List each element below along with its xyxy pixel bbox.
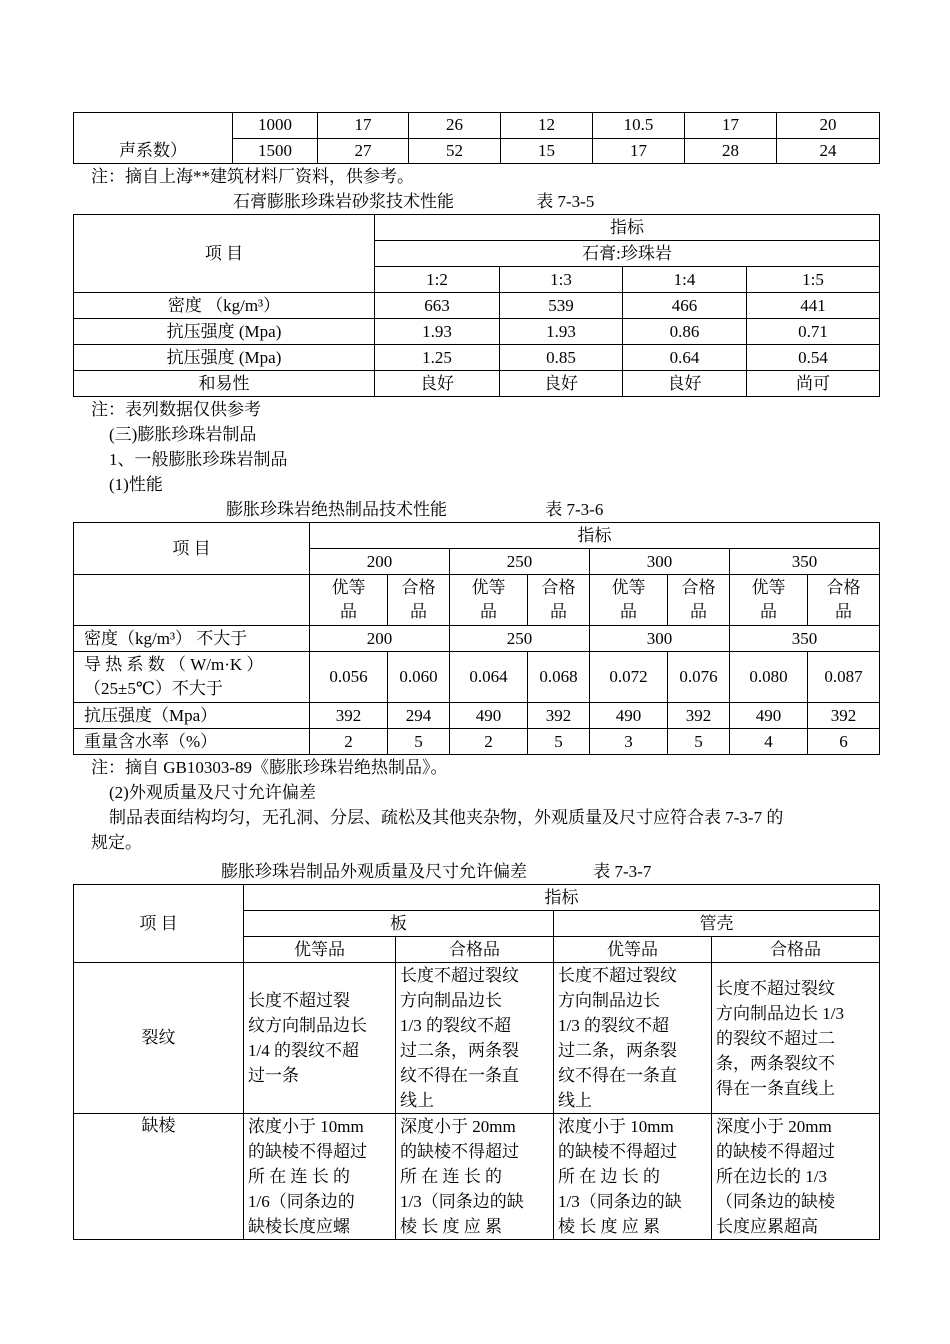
sub-header: 合格 品 [528,575,590,626]
header-ratio: 石膏:珍珠岩 [375,241,880,267]
table-cell: 27 [318,138,409,164]
table-row [74,319,880,345]
header-shell: 管壳 [554,911,880,937]
section-heading: (三)膨胀珍珠岩制品 [109,425,257,444]
header-indicator: 指标 [375,215,880,241]
row-header: 导 热 系 数 （ W/m·K ） （25±5℃）不大于 [74,652,310,703]
table-cell: 0.076 [668,652,730,703]
table-row [74,113,880,139]
column-header: 1:4 [623,267,747,293]
table-cell: 3 [590,729,668,755]
table-cell: 长度不超过裂 纹方向制品边长 1/4 的裂纹不超 过一条 [244,963,396,1114]
table-cell: 17 [685,113,777,139]
table-row [74,652,880,703]
row-header: 抗压强度（Mpa） [74,703,310,729]
table-caption-7-3-5 [73,189,879,214]
table-row [74,293,880,319]
table-cell: 441 [747,293,880,319]
table-cell: 52 [409,138,501,164]
table-cell: 2 [450,729,528,755]
table-cell: 490 [590,703,668,729]
table-7-3-5 [73,214,880,397]
table-row [74,963,880,1114]
table-cell: 350 [730,626,880,652]
table-cell: 1.25 [375,345,500,371]
row-header: 密度（kg/m³） 不大于 [74,626,310,652]
table-cell: 良好 [375,371,500,397]
table-cell: 长度不超过裂纹 方向制品边长 1/3 的裂纹不超 过二条，两条裂 纹不得在一条直 线上 [396,963,554,1114]
sub-header: 合格 品 [388,575,450,626]
column-header: 300 [590,549,730,575]
table-row [74,371,880,397]
row-header: 和易性 [74,371,375,397]
table-row [74,1114,880,1240]
column-header: 1:2 [375,267,500,293]
table-cell: 0.068 [528,652,590,703]
header-board: 板 [244,911,554,937]
table-cell: 4 [730,729,808,755]
document-page [73,112,879,1240]
sub-header: 优等 品 [450,575,528,626]
table-row [74,345,880,371]
table-cell: 0.080 [730,652,808,703]
column-header: 200 [310,549,450,575]
table-cell: 0.064 [450,652,528,703]
table-cell: 5 [668,729,730,755]
table-row [74,729,880,755]
table-cell: 尚可 [747,371,880,397]
column-header: 250 [450,549,590,575]
sub-header: 合格 品 [668,575,730,626]
table-cell: 28 [685,138,777,164]
table-cell: 0.85 [500,345,623,371]
table-cell: 24 [777,138,880,164]
table-cell: 250 [450,626,590,652]
table-row [74,575,880,626]
header-item: 项 目 [74,885,244,963]
caption-title: 膨胀珍珠岩制品外观质量及尺寸允许偏差 [221,862,527,881]
table-cell: 2 [310,729,388,755]
table-cell: 良好 [500,371,623,397]
row-header: 密度 （kg/m³） [74,293,375,319]
table-cell: 1.93 [500,319,623,345]
table-cell: 0.056 [310,652,388,703]
table-cell: 0.060 [388,652,450,703]
table-cell: 0.087 [808,652,880,703]
sub-header: 优等 品 [730,575,808,626]
table-cell: 长度不超过裂纹 方向制品边长 1/3 的裂纹不超过二 条，两条裂纹不 得在一条直线上 [712,963,880,1114]
table-cell: 12 [501,113,593,139]
caption-number: 表 7-3-6 [545,500,604,519]
table-row [74,215,880,241]
table-cell: 15 [501,138,593,164]
sub-header: 合格 品 [808,575,880,626]
table-cell: 1000 [233,113,318,139]
table-cell: 200 [310,626,450,652]
sub-header: 优等 品 [310,575,388,626]
table-caption-7-3-7 [73,859,879,884]
table-cell: 392 [668,703,730,729]
header-item: 项 目 [74,523,310,575]
table-cell: 392 [310,703,388,729]
section-subheading: (1)性能 [109,475,163,494]
table-cell: 浓度小于 10mm 的缺棱不得超过 所 在 边 长 的 1/3（同条边的缺 棱 长 度 应 累 [554,1114,712,1240]
table-cell: 深度小于 20mm 的缺棱不得超过 所 在 连 长 的 1/3（同条边的缺 棱 长 度 应 累 [396,1114,554,1240]
table-row [74,885,880,911]
table-cell: 1500 [233,138,318,164]
body-paragraph-cont: 规定。 [91,833,142,852]
note-source: 注：摘自上海**建筑材料厂资料，供参考。 [91,167,414,186]
note-standard: 注：摘自 GB10303-89《膨胀珍珠岩绝热制品》。 [91,758,448,777]
section-subheading: 1、一般膨胀珍珠岩制品 [109,450,288,469]
table-caption-7-3-6 [73,497,879,522]
caption-title: 膨胀珍珠岩绝热制品技术性能 [226,500,447,519]
table-row [74,523,880,549]
table-cell: 17 [318,113,409,139]
note-reference: 注：表列数据仅供参考 [91,400,261,419]
caption-number: 表 7-3-7 [593,862,652,881]
column-header: 合格品 [712,937,880,963]
table-cell: 490 [730,703,808,729]
table-cell: 0.64 [623,345,747,371]
sub-header: 优等 品 [590,575,668,626]
row-header: 缺棱 [74,1114,244,1240]
table-cell: 10.5 [593,113,685,139]
column-header: 优等品 [554,937,712,963]
table-cell: 20 [777,113,880,139]
table-cell: 良好 [623,371,747,397]
section-subheading: (2)外观质量及尺寸允许偏差 [109,783,316,802]
table-cell: 长度不超过裂纹 方向制品边长 1/3 的裂纹不超 过二条，两条裂 纹不得在一条直 线上 [554,963,712,1114]
table-7-3-7 [73,884,880,1240]
table-cell: 466 [623,293,747,319]
header-indicator: 指标 [244,885,880,911]
table-row [74,703,880,729]
caption-number: 表 7-3-5 [536,192,595,211]
header-indicator: 指标 [310,523,880,549]
table-cell: 490 [450,703,528,729]
table-cell: 26 [409,113,501,139]
blank-cell [74,575,310,626]
table-7-3-6 [73,522,880,755]
table-cell: 392 [528,703,590,729]
body-paragraph: 制品表面结构均匀，无孔洞、分层、疏松及其他夹杂物，外观质量及尺寸应符合表 7-3-7 的 [109,808,784,827]
table-cell: 0.54 [747,345,880,371]
row-label-cell [74,113,233,164]
column-header: 350 [730,549,880,575]
table-cell: 539 [500,293,623,319]
table-cell: 663 [375,293,500,319]
row-header: 裂纹 [74,963,244,1114]
table-cell: 6 [808,729,880,755]
row-label: 声系数） [119,141,187,160]
table-cell: 深度小于 20mm 的缺棱不得超过 所在边长的 1/3 （同条边的缺棱 长度应累超高 [712,1114,880,1240]
table-cell: 0.86 [623,319,747,345]
table-cell: 300 [590,626,730,652]
table-cell: 17 [593,138,685,164]
row-header: 抗压强度 (Mpa) [74,319,375,345]
table-cell: 5 [528,729,590,755]
table-cell: 1.93 [375,319,500,345]
table-cell: 0.072 [590,652,668,703]
row-header: 重量含水率（%） [74,729,310,755]
table-cell: 392 [808,703,880,729]
column-header: 1:5 [747,267,880,293]
row-header: 抗压强度 (Mpa) [74,345,375,371]
sound-coefficient-table [73,112,880,164]
header-item: 项 目 [74,215,375,293]
column-header: 合格品 [396,937,554,963]
column-header: 1:3 [500,267,623,293]
table-cell: 294 [388,703,450,729]
table-cell: 5 [388,729,450,755]
table-row [74,626,880,652]
caption-title: 石膏膨胀珍珠岩砂浆技术性能 [233,192,454,211]
table-cell: 浓度小于 10mm 的缺棱不得超过 所 在 连 长 的 1/6（同条边的 缺棱长度应螺 [244,1114,396,1240]
column-header: 优等品 [244,937,396,963]
table-cell: 0.71 [747,319,880,345]
